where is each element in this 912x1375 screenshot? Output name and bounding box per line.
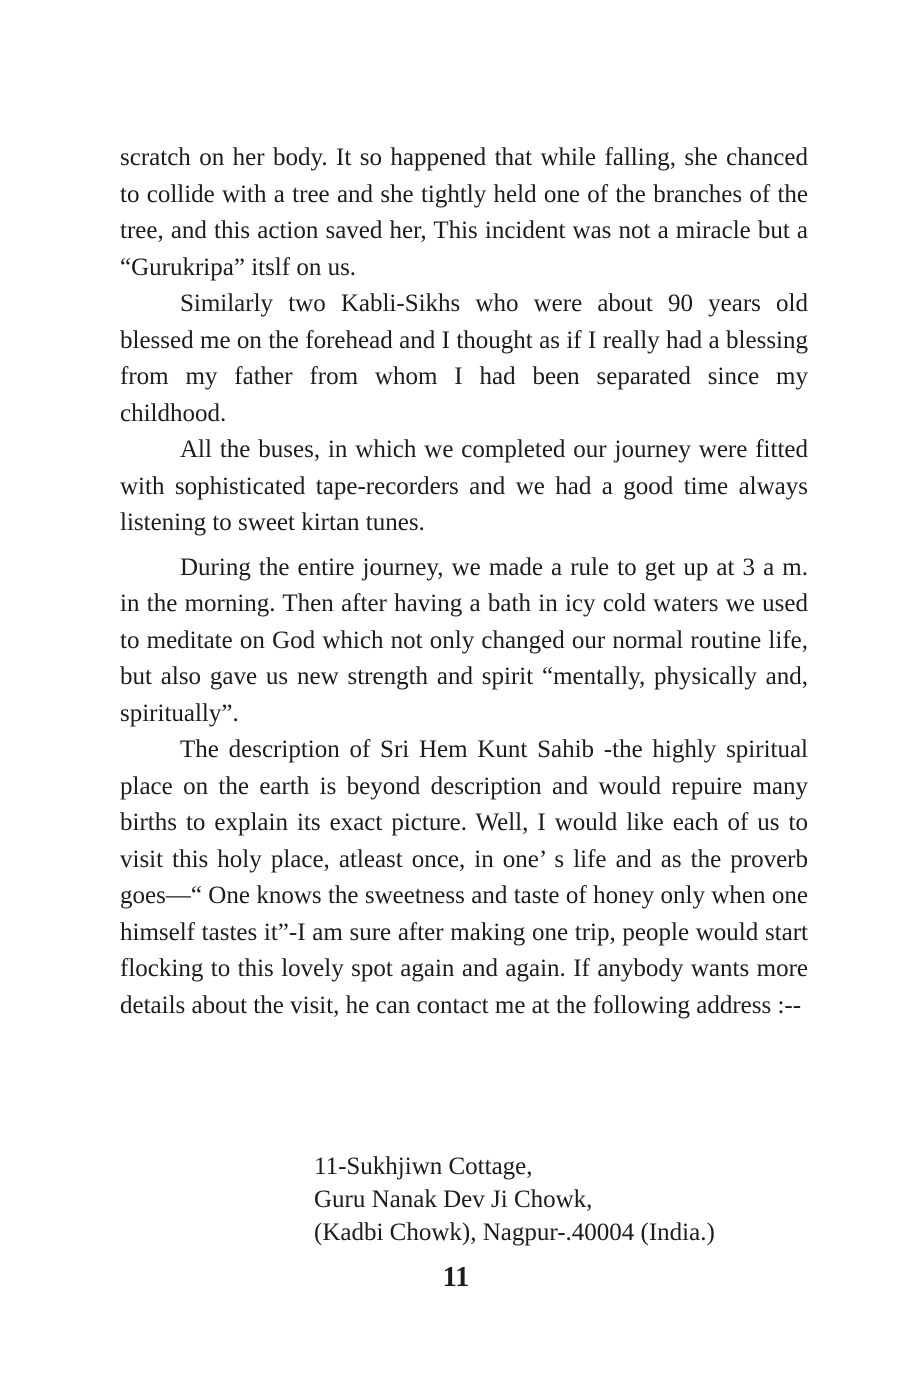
- paragraph-fall-incident: scratch on her body. It so happened that while falling, she chanced to collide with a tree and she tightly held one of the branches of the tree, and this action saved her, This incident was not a miracle but a “Gurukripa” itslf on us.: [120, 144, 808, 281]
- paragraph-journey-routine: During the entire journey, we made a rule to get up at 3 a m. in the morning. Then after having a bath in icy cold waters we used to meditate on God which not only changed our normal routine life, but also gave us new strength and spirit “mentally, physically and, spiritually”.: [120, 553, 808, 727]
- paragraph-buses: All the buses, in which we completed our journey were fitted with sophisticated tape-recorders and we had a good time always listening to sweet kirtan tunes.: [120, 436, 808, 536]
- address-line-2: Guru Nanak Dev Ji Chowk,: [314, 1186, 593, 1213]
- address-line-3: (Kadbi Chowk), Nagpur-.40004 (India.): [314, 1219, 715, 1246]
- page-number: 11: [442, 1262, 470, 1293]
- body-text: [120, 140, 808, 1024]
- contact-address: [314, 1150, 715, 1249]
- address-line-1: 11-Sukhjiwn Cottage,: [314, 1153, 533, 1180]
- paragraph-kabli-sikhs: Similarly two Kabli-Sikhs who were about 90 years old blessed me on the forehead and I thought as if I really had a blessing from my father from whom I had been separated since my childhood.: [120, 290, 808, 427]
- paragraph-hem-kunt-sahib: The description of Sri Hem Kunt Sahib -the highly spiritual place on the earth is beyond description and would repuire many births to explain its exact picture. Well, I would like each of us to visit this holy place, atleast once, in one’ s life and as the proverb goes—“ One knows the sweetness and taste of honey only when one himself tastes it”-I am sure after making one trip, people would start flocking to this lovely spot again and again. If anybody wants more details about the visit, he can contact me at the following address :--: [120, 736, 808, 1019]
